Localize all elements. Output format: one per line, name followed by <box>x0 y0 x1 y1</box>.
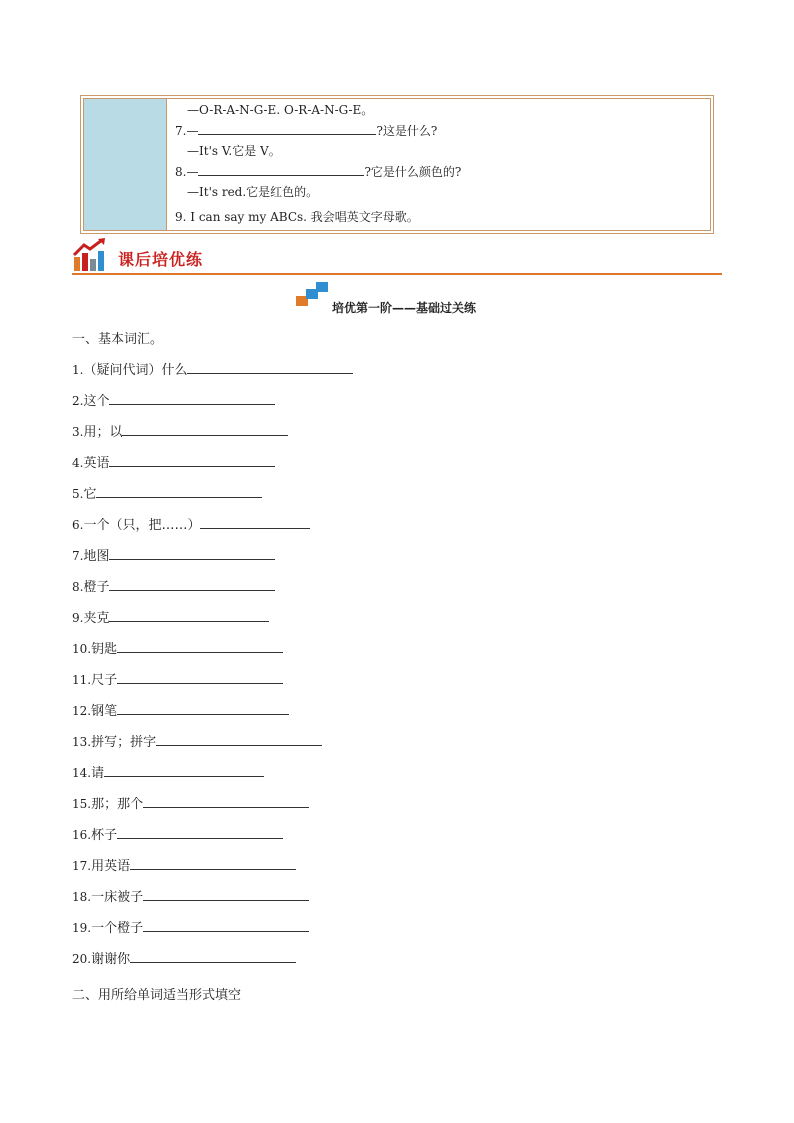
vocab-item <box>72 917 309 936</box>
vocab-text: 英语 <box>83 456 110 471</box>
vocab-text: 一床被子 <box>91 890 144 905</box>
vocab-item <box>72 359 353 378</box>
answer-blank[interactable] <box>109 578 275 591</box>
q8-prefix: 8.— <box>175 165 199 179</box>
answer-blank[interactable] <box>200 516 310 529</box>
answer-blank[interactable] <box>104 764 264 777</box>
table-line-4 <box>175 164 461 179</box>
vocab-item <box>72 793 309 812</box>
vocab-number: 5. <box>72 487 84 501</box>
vocab-number: 14. <box>72 766 92 780</box>
vocab-number: 7. <box>72 549 84 563</box>
heading-fill: 二、用所给单词适当形式填空 <box>72 988 242 1003</box>
q7-blank[interactable] <box>198 123 376 135</box>
heading-vocab: 一、基本词汇。 <box>72 332 164 347</box>
table-line-2 <box>175 123 437 138</box>
vocab-text: 杯子 <box>91 828 118 843</box>
vocab-number: 3. <box>72 425 84 439</box>
answer-blank[interactable] <box>156 733 322 746</box>
answer-blank[interactable] <box>187 361 353 374</box>
vocab-number: 13. <box>72 735 92 749</box>
answer-blank[interactable] <box>117 702 289 715</box>
vocab-item <box>72 483 262 502</box>
bar-chart-arrow-icon <box>72 237 108 273</box>
answer-blank[interactable] <box>122 423 288 436</box>
vocab-text: 用；以 <box>83 425 123 440</box>
vocab-text: 这个 <box>83 394 110 409</box>
vocab-text: 一个橙子 <box>91 921 144 936</box>
vocab-item <box>72 762 264 781</box>
answer-blank[interactable] <box>109 547 275 560</box>
vocab-text: 钢笔 <box>91 704 118 719</box>
vocab-number: 9. <box>72 611 84 625</box>
table-line-1: —O-R-A-N-G-E. O-R-A-N-G-E。 <box>187 103 374 117</box>
vocab-text: 夹克 <box>83 611 110 626</box>
vocab-number: 10. <box>72 642 92 656</box>
vocab-number: 1. <box>72 363 84 377</box>
vocab-text: 那；那个 <box>91 797 144 812</box>
vocab-text: 尺子 <box>91 673 118 688</box>
q7-suffix: ?这是什么? <box>376 124 438 138</box>
q7-prefix: 7.— <box>175 124 199 138</box>
vocab-item <box>72 886 309 905</box>
vocab-item <box>72 824 283 843</box>
vocab-text: 用英语 <box>91 859 131 874</box>
vocab-item <box>72 576 275 595</box>
vocab-item <box>72 948 296 967</box>
vocab-item <box>72 855 296 874</box>
vocab-item <box>72 607 269 626</box>
vocab-number: 17. <box>72 859 92 873</box>
subsection-title: 培优第一阶——基础过关练 <box>332 301 477 315</box>
vocab-item <box>72 545 275 564</box>
vocab-item <box>72 514 310 533</box>
vocab-number: 6. <box>72 518 84 532</box>
vocab-number: 18. <box>72 890 92 904</box>
vocab-number: 4. <box>72 456 84 470</box>
answer-blank[interactable] <box>109 454 275 467</box>
top-table-inner <box>83 98 711 231</box>
answer-blank[interactable] <box>143 795 309 808</box>
vocab-text: 地图 <box>83 549 110 564</box>
vocab-number: 15. <box>72 797 92 811</box>
table-line-3: —It's V.它是 V。 <box>187 144 281 158</box>
section-rule <box>72 273 722 275</box>
table-line-6: 9. I can say my ABCs. 我会唱英文字母歌。 <box>175 210 419 224</box>
q8-suffix: ?它是什么颜色的? <box>364 165 462 179</box>
vocab-number: 2. <box>72 394 84 408</box>
vocab-number: 20. <box>72 952 92 966</box>
vocab-item <box>72 452 275 471</box>
vocab-text: 一个（只，把……） <box>83 518 201 533</box>
vocab-text: 它 <box>83 487 97 502</box>
q8-blank[interactable] <box>198 164 364 176</box>
vocab-item <box>72 731 322 750</box>
answer-blank[interactable] <box>117 640 283 653</box>
vocab-item <box>72 638 283 657</box>
answer-blank[interactable] <box>143 919 309 932</box>
answer-blank[interactable] <box>117 826 283 839</box>
stairs-icon <box>296 282 330 308</box>
vocab-text: 谢谢你 <box>91 952 131 967</box>
table-left-cell <box>84 99 167 230</box>
table-right-cell <box>167 99 710 230</box>
answer-blank[interactable] <box>109 392 275 405</box>
answer-blank[interactable] <box>109 609 269 622</box>
vocab-item <box>72 700 289 719</box>
vocab-number: 16. <box>72 828 92 842</box>
vocab-text: （疑问代词）什么 <box>83 363 188 378</box>
table-line-5: —It's red.它是红色的。 <box>187 185 319 199</box>
vocab-text: 橙子 <box>83 580 110 595</box>
vocab-number: 8. <box>72 580 84 594</box>
vocab-number: 19. <box>72 921 92 935</box>
answer-blank[interactable] <box>96 485 262 498</box>
answer-blank[interactable] <box>143 888 309 901</box>
vocab-number: 12. <box>72 704 92 718</box>
answer-blank[interactable] <box>130 857 296 870</box>
vocab-item <box>72 669 283 688</box>
vocab-number: 11. <box>72 673 92 687</box>
section-title: 课后培优练 <box>118 250 204 269</box>
vocab-item <box>72 421 288 440</box>
vocab-text: 请 <box>91 766 105 781</box>
answer-blank[interactable] <box>130 950 296 963</box>
answer-blank[interactable] <box>117 671 283 684</box>
vocab-item <box>72 390 275 409</box>
top-table <box>80 95 714 234</box>
vocab-text: 拼写；拼字 <box>91 735 157 750</box>
vocab-text: 钥匙 <box>91 642 118 657</box>
